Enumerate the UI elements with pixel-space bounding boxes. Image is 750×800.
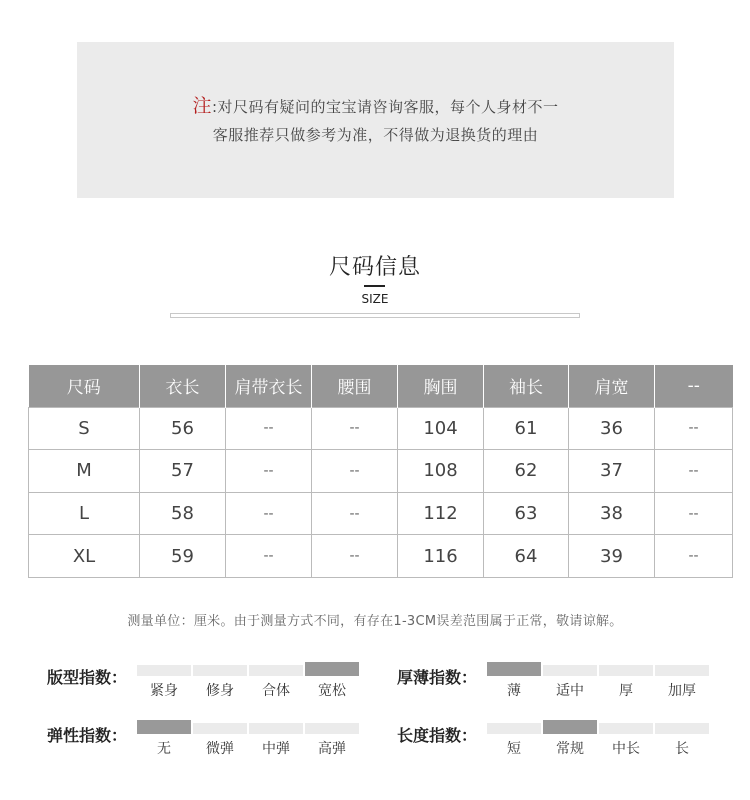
cell-blank: -- bbox=[655, 407, 733, 450]
cell-blank: -- bbox=[655, 535, 733, 578]
elasticity-option-label: 无 bbox=[157, 741, 171, 757]
thickness-option-label: 厚 bbox=[619, 683, 633, 699]
table-row bbox=[29, 407, 733, 450]
elasticity-option-label: 高弹 bbox=[318, 741, 346, 757]
cell-chest: 112 bbox=[398, 492, 484, 535]
cell-sleeve: 64 bbox=[484, 535, 569, 578]
elasticity-option-label: 微弹 bbox=[206, 741, 234, 757]
cell-size: M bbox=[29, 450, 140, 493]
elasticity-indicator bbox=[47, 723, 367, 763]
title-underline bbox=[364, 285, 385, 287]
fit-scale-segment bbox=[193, 665, 247, 676]
cell-size: XL bbox=[29, 535, 140, 578]
cell-sleeve: 63 bbox=[484, 492, 569, 535]
elasticity-scale-segment-selected bbox=[137, 720, 191, 734]
thickness-option-label: 适中 bbox=[556, 683, 584, 699]
length-option-label: 常规 bbox=[556, 741, 584, 757]
cell-shoulder: 38 bbox=[569, 492, 655, 535]
cell-blank: -- bbox=[655, 450, 733, 493]
cell-shoulder: 36 bbox=[569, 407, 655, 450]
elasticity-scale-segment bbox=[305, 723, 359, 734]
cell-size: S bbox=[29, 407, 140, 450]
fit-scale-segment bbox=[137, 665, 191, 676]
header-sleeve: 袖长 bbox=[484, 365, 569, 407]
thickness-indicator-label: 厚薄指数： bbox=[397, 668, 478, 687]
length-option-label: 中长 bbox=[612, 741, 640, 757]
fit-option-label: 宽松 bbox=[318, 683, 346, 699]
cell-shoulder: 39 bbox=[569, 535, 655, 578]
cell-waist: -- bbox=[312, 407, 398, 450]
cell-sleeve: 61 bbox=[484, 407, 569, 450]
fit-option-label: 紧身 bbox=[150, 683, 178, 699]
length-option-label: 短 bbox=[507, 741, 521, 757]
cell-chest: 104 bbox=[398, 407, 484, 450]
cell-blank: -- bbox=[655, 492, 733, 535]
cell-strap-length: -- bbox=[226, 407, 312, 450]
cell-shoulder: 37 bbox=[569, 450, 655, 493]
length-option-label: 长 bbox=[675, 741, 689, 757]
header-chest: 胸围 bbox=[398, 365, 484, 407]
fit-option-label: 修身 bbox=[206, 683, 234, 699]
cell-strap-length: -- bbox=[226, 535, 312, 578]
thickness-option-label: 加厚 bbox=[668, 683, 696, 699]
header-waist: 腰围 bbox=[312, 365, 398, 407]
cell-strap-length: -- bbox=[226, 450, 312, 493]
section-divider bbox=[170, 313, 580, 318]
cell-length: 57 bbox=[140, 450, 226, 493]
thickness-scale-segment bbox=[599, 665, 653, 676]
header-shoulder: 肩宽 bbox=[569, 365, 655, 407]
cell-length: 56 bbox=[140, 407, 226, 450]
cell-sleeve: 62 bbox=[484, 450, 569, 493]
size-table bbox=[28, 365, 733, 578]
table-row bbox=[29, 492, 733, 535]
cell-strap-length: -- bbox=[226, 492, 312, 535]
length-indicator-label: 长度指数： bbox=[397, 726, 478, 745]
header-length: 衣长 bbox=[140, 365, 226, 407]
elasticity-scale-segment bbox=[249, 723, 303, 734]
notice-line-2: 客服推荐只做参考为准，不得做为退换货的理由 bbox=[212, 125, 539, 144]
header-size: 尺码 bbox=[29, 365, 140, 407]
cell-chest: 116 bbox=[398, 535, 484, 578]
measurement-note: 测量单位：厘米。由于测量方式不同，有存在1-3CM误差范围属于正常，敬请谅解。 bbox=[127, 614, 623, 629]
elasticity-option-label: 中弹 bbox=[262, 741, 290, 757]
fit-indicator-label: 版型指数： bbox=[47, 668, 128, 687]
size-notice-box bbox=[77, 42, 674, 198]
notice-line-1 bbox=[192, 92, 558, 121]
cell-length: 59 bbox=[140, 535, 226, 578]
cell-chest: 108 bbox=[398, 450, 484, 493]
elasticity-indicator-label: 弹性指数： bbox=[47, 726, 128, 745]
fit-scale-segment bbox=[249, 665, 303, 676]
thickness-scale-segment bbox=[655, 665, 709, 676]
length-scale-segment-selected bbox=[543, 720, 597, 734]
notice-text-1: :对尺码有疑问的宝宝请咨询客服，每个人身材不一 bbox=[211, 97, 559, 116]
elasticity-scale-segment bbox=[193, 723, 247, 734]
fit-option-label: 合体 bbox=[262, 683, 290, 699]
section-subtitle: SIZE bbox=[361, 292, 389, 306]
length-scale-segment bbox=[487, 723, 541, 734]
cell-size: L bbox=[29, 492, 140, 535]
cell-length: 58 bbox=[140, 492, 226, 535]
table-row bbox=[29, 535, 733, 578]
thickness-scale-segment bbox=[543, 665, 597, 676]
thickness-scale-segment-selected bbox=[487, 662, 541, 676]
fit-indicator bbox=[47, 665, 367, 705]
fit-scale-segment-selected bbox=[305, 662, 359, 676]
header-blank: -- bbox=[655, 365, 733, 407]
cell-waist: -- bbox=[312, 450, 398, 493]
table-row bbox=[29, 450, 733, 493]
section-title: 尺码信息 bbox=[328, 255, 421, 280]
length-scale-segment bbox=[655, 723, 709, 734]
header-strap-length: 肩带衣长 bbox=[226, 365, 312, 407]
cell-waist: -- bbox=[312, 492, 398, 535]
notice-mark: 注 bbox=[192, 94, 212, 117]
length-scale-segment bbox=[599, 723, 653, 734]
length-indicator bbox=[397, 723, 717, 763]
table-header-row bbox=[29, 365, 733, 407]
thickness-option-label: 薄 bbox=[507, 683, 521, 699]
cell-waist: -- bbox=[312, 535, 398, 578]
thickness-indicator bbox=[397, 665, 717, 705]
